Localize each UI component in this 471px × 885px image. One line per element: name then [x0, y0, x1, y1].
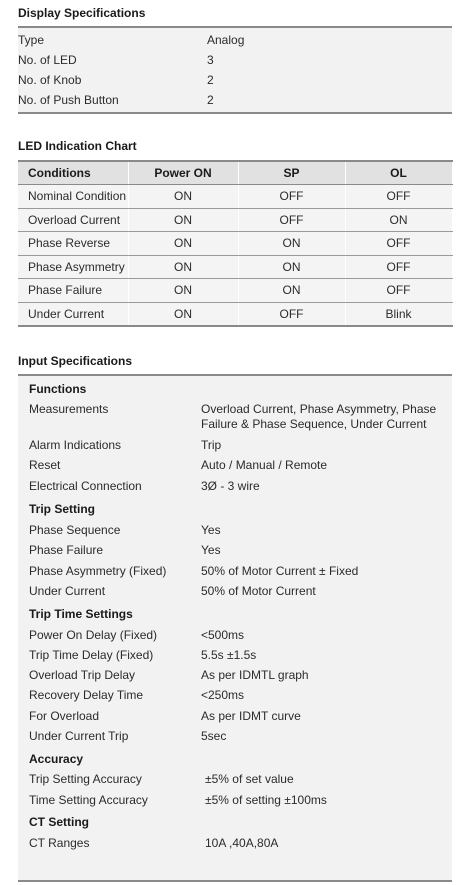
- display-value: Analog: [207, 33, 245, 47]
- spec-label: Phase Sequence: [29, 523, 121, 537]
- spec-label: Under Current Trip: [29, 729, 129, 743]
- spec-label: CT Ranges: [29, 836, 90, 850]
- display-row-knob: [18, 70, 438, 90]
- ol-cell: ON: [345, 208, 452, 232]
- spec-value: Yes: [201, 543, 221, 557]
- spec-value: Trip: [201, 438, 222, 452]
- spec-value: ±5% of set value: [205, 772, 294, 786]
- spec-label: Trip Setting Accuracy: [29, 772, 142, 786]
- spec-value: 5sec: [201, 729, 227, 743]
- sp-cell: OFF: [238, 302, 345, 326]
- spec-value: Overload Current, Phase Asymmetry, Phase Failure & Phase Sequence, Under Current: [201, 402, 437, 431]
- spec-value: <500ms: [201, 628, 245, 642]
- spec-label: Overload Trip Delay: [29, 668, 136, 682]
- table-row: [18, 208, 452, 232]
- spec-label: Phase Failure: [29, 543, 104, 557]
- ol-cell: OFF: [345, 185, 452, 209]
- condition-cell: Nominal Condition: [18, 185, 128, 209]
- spec-value: 10A ,40A,80A: [205, 836, 279, 850]
- group-heading-accuracy: Accuracy: [29, 752, 84, 766]
- spec-label: Trip Time Delay (Fixed): [29, 648, 154, 662]
- power-on-cell: ON: [128, 255, 238, 279]
- condition-cell: Phase Asymmetry: [18, 255, 128, 279]
- header-ol: OL: [345, 161, 452, 185]
- table-row: [18, 232, 452, 256]
- table-header-row: [18, 161, 452, 185]
- spec-value: 50% of Motor Current ± Fixed: [201, 564, 359, 578]
- display-label: Type: [18, 33, 45, 47]
- group-heading-functions: Functions: [29, 382, 87, 396]
- display-value: 2: [207, 73, 214, 87]
- condition-cell: Phase Reverse: [18, 232, 128, 256]
- display-label: No. of LED: [18, 53, 77, 67]
- sp-cell: OFF: [238, 208, 345, 232]
- display-row-led: [18, 50, 438, 70]
- header-power-on: Power ON: [128, 161, 238, 185]
- spec-label: For Overload: [29, 709, 100, 723]
- power-on-cell: ON: [128, 302, 238, 326]
- table-row: [18, 302, 452, 326]
- condition-cell: Phase Failure: [18, 279, 128, 303]
- ol-cell: Blink: [345, 302, 452, 326]
- display-specs-title: Display Specifications: [18, 6, 146, 20]
- spec-label: Measurements: [29, 402, 109, 416]
- display-value: 2: [207, 93, 214, 107]
- spec-value: Auto / Manual / Remote: [201, 458, 328, 472]
- spec-value: <250ms: [201, 688, 245, 702]
- display-label: No. of Knob: [18, 73, 82, 87]
- power-on-cell: ON: [128, 232, 238, 256]
- led-chart-title: LED Indication Chart: [18, 139, 137, 153]
- spec-label: Alarm Indications: [29, 438, 122, 452]
- group-heading-trip-setting: Trip Setting: [29, 502, 95, 516]
- sp-cell: ON: [238, 255, 345, 279]
- spec-value: 3Ø - 3 wire: [201, 479, 260, 493]
- group-heading-ct-setting: CT Setting: [29, 815, 89, 829]
- sp-cell: ON: [238, 232, 345, 256]
- spec-label: Time Setting Accuracy: [29, 793, 148, 807]
- sp-cell: ON: [238, 279, 345, 303]
- display-row-push-button: [18, 90, 438, 110]
- spec-value: As per IDMT curve: [201, 709, 301, 723]
- header-conditions: Conditions: [18, 161, 128, 185]
- led-indication-table: [18, 160, 453, 327]
- spec-label: Recovery Delay Time: [29, 688, 144, 702]
- group-heading-trip-time-settings: Trip Time Settings: [29, 607, 133, 621]
- table-row: [18, 185, 452, 209]
- ol-cell: OFF: [345, 255, 452, 279]
- input-specs-title: Input Specifications: [18, 354, 133, 368]
- power-on-cell: ON: [128, 185, 238, 209]
- display-row-type: [18, 30, 438, 50]
- spec-value: ±5% of setting ±100ms: [205, 793, 327, 807]
- spec-value: 5.5s ±1.5s: [201, 648, 257, 662]
- spec-label: Electrical Connection: [29, 479, 142, 493]
- power-on-cell: ON: [128, 279, 238, 303]
- spec-label: Phase Asymmetry (Fixed): [29, 564, 167, 578]
- display-value: 3: [207, 53, 214, 67]
- spec-label: Reset: [29, 458, 61, 472]
- display-label: No. of Push Button: [18, 93, 119, 107]
- table-row: [18, 279, 452, 303]
- ol-cell: OFF: [345, 232, 452, 256]
- spec-value: 50% of Motor Current: [201, 584, 316, 598]
- table-row: [18, 255, 452, 279]
- spec-value: Yes: [201, 523, 221, 537]
- spec-value: As per IDMTL graph: [201, 668, 309, 682]
- sp-cell: OFF: [238, 185, 345, 209]
- header-sp: SP: [238, 161, 345, 185]
- spec-label: Under Current: [29, 584, 106, 598]
- condition-cell: Under Current: [18, 302, 128, 326]
- power-on-cell: ON: [128, 208, 238, 232]
- ol-cell: OFF: [345, 279, 452, 303]
- condition-cell: Overload Current: [18, 208, 128, 232]
- spec-label: Power On Delay (Fixed): [29, 628, 158, 642]
